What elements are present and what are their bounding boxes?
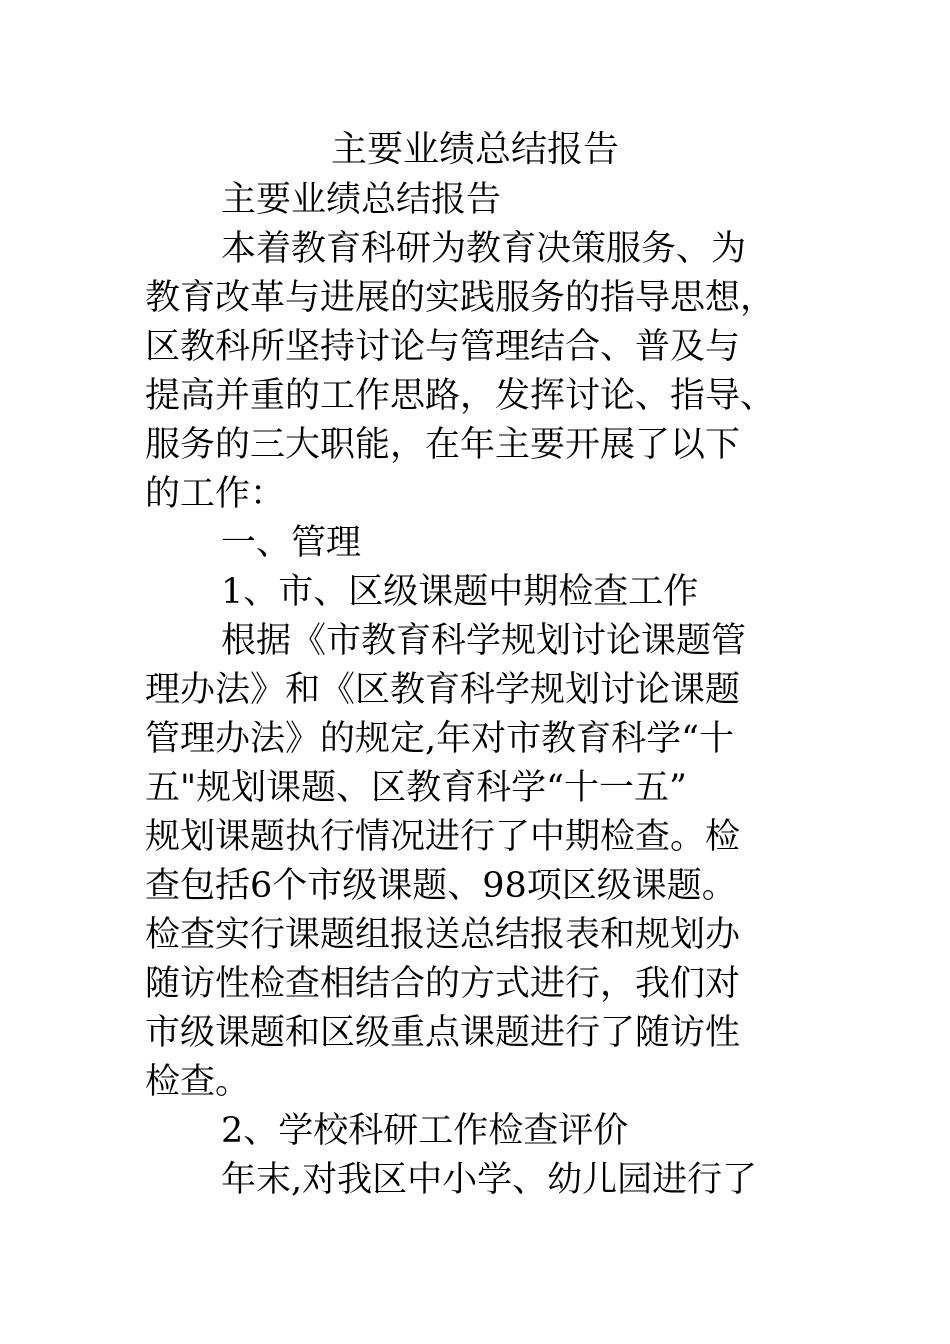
section-heading-management xyxy=(145,519,810,568)
text-line: 一、管理 xyxy=(221,523,362,563)
text-line: 服务的三大职能，在年主要开展了以下 xyxy=(145,425,741,465)
paragraph-year-end xyxy=(145,1156,810,1205)
text-line: 1、市、区级课题中期检查工作 xyxy=(221,572,699,612)
paragraph-subtitle xyxy=(145,176,810,225)
text-line: 检查实行课题组报送总结报表和规划办 xyxy=(145,915,741,955)
paragraph-intro xyxy=(145,225,810,519)
text-line: 的工作： xyxy=(145,474,286,514)
text-line: 检查。 xyxy=(145,1062,251,1102)
text-line: 管理办法》的规定,年对市教育科学“十 xyxy=(145,719,735,759)
document-title: 主要业绩总结报告 xyxy=(330,129,619,170)
text-line: 2、学校科研工作检查评价 xyxy=(221,1111,629,1151)
text-line: 教育改革与进展的实践服务的指导思想， xyxy=(145,278,776,318)
text-line: 规划课题执行情况进行了中期检查。检 xyxy=(145,817,741,857)
subsection-heading-midterm-check xyxy=(145,568,810,617)
text-line: 查包括6个市级课题、98项区级课题。 xyxy=(145,866,737,906)
text-line: 区教科所坚持讨论与管理结合、普及与 xyxy=(145,327,741,367)
document-body xyxy=(145,176,810,1205)
text-line: 本着教育科研为教育决策服务、为 xyxy=(221,229,747,269)
text-line: 理办法》和《区教育科学规划讨论课题 xyxy=(145,670,741,710)
text-line: 提高并重的工作思路，发挥讨论、指导、 xyxy=(145,376,776,416)
subsection-heading-school-evaluation xyxy=(145,1107,810,1156)
text-line: 主要业绩总结报告 xyxy=(221,180,502,220)
text-line: 市级课题和区级重点课题进行了随访性 xyxy=(145,1013,741,1053)
paragraph-midterm-check xyxy=(145,617,810,1107)
text-line: 根据《市教育科学规划讨论课题管 xyxy=(221,621,747,661)
text-line: 年末,对我区中小学、幼儿园进行了 xyxy=(221,1160,758,1200)
text-line: 随访性检查相结合的方式进行，我们对 xyxy=(145,964,741,1004)
text-line: 五"规划课题、区教育科学“十一五” xyxy=(145,768,687,808)
